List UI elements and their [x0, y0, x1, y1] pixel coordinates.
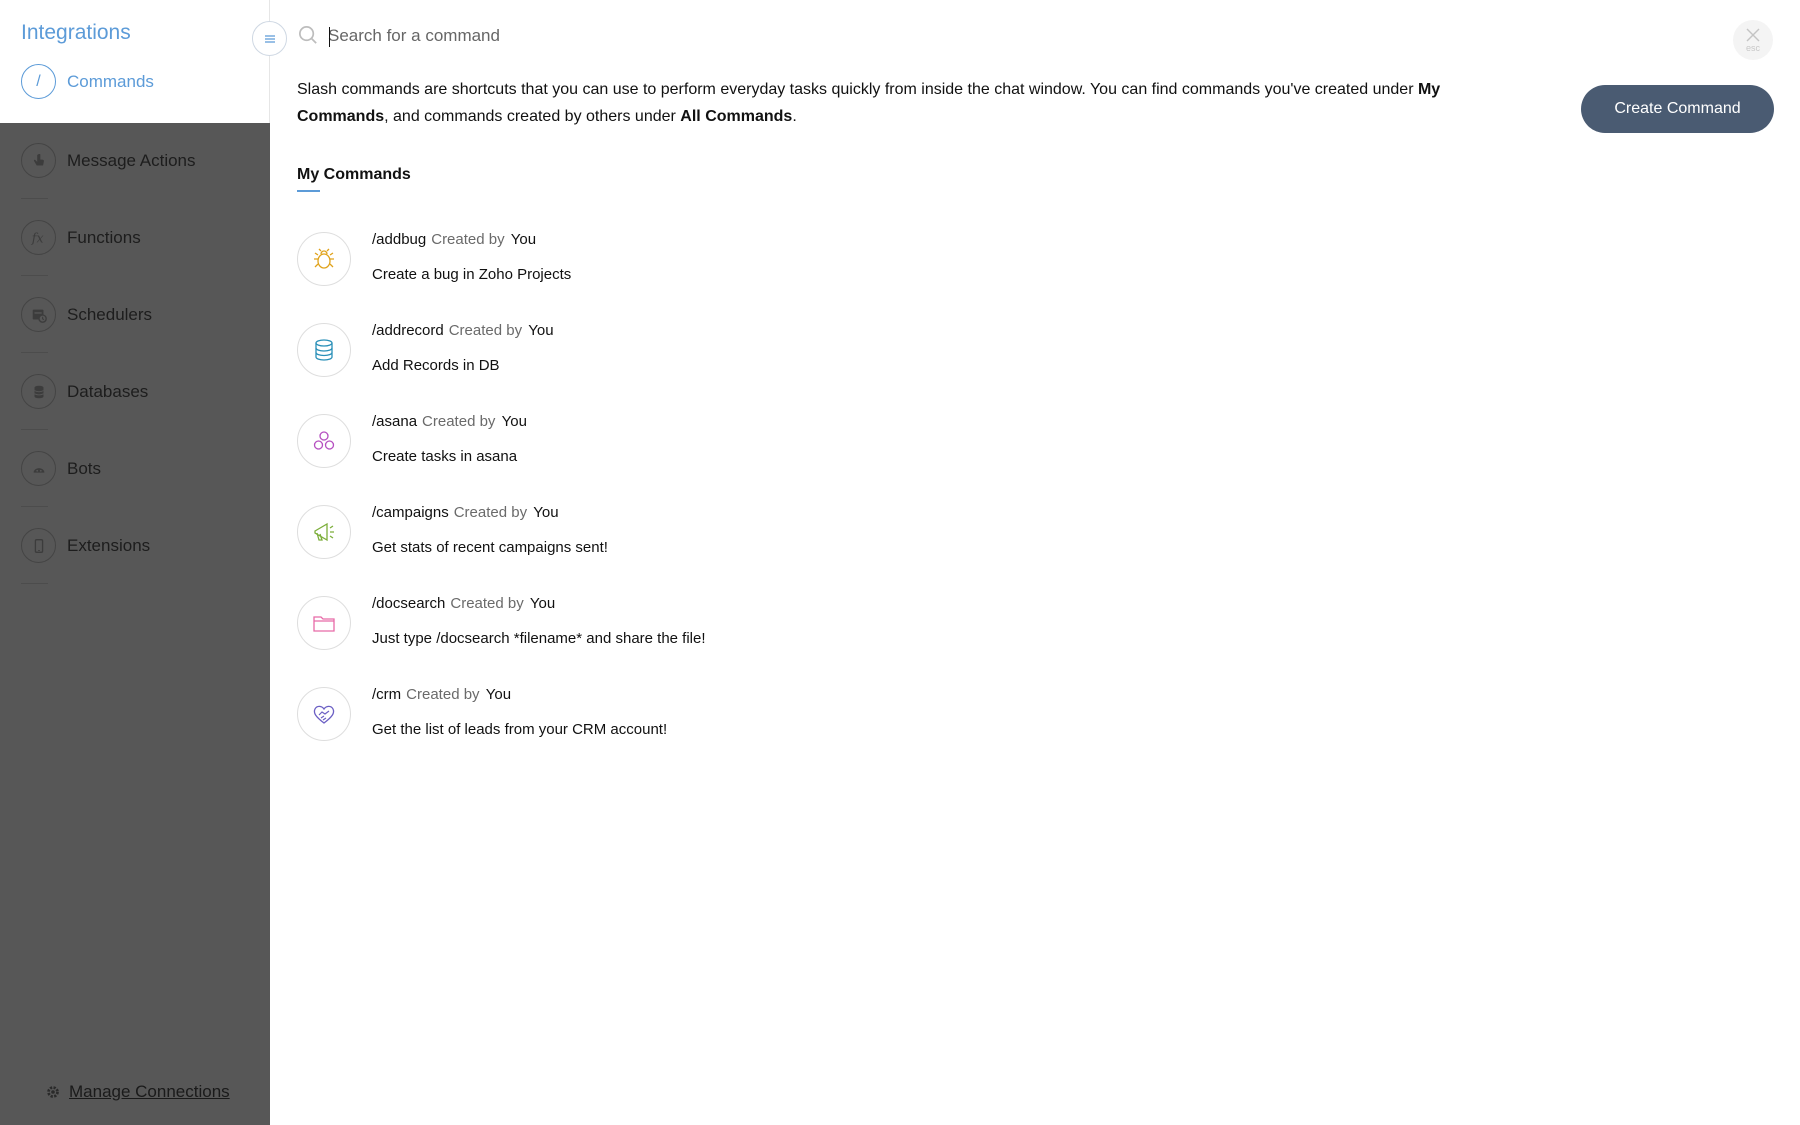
hand-pointer-icon — [21, 143, 56, 178]
command-name: /crm — [372, 686, 402, 703]
handshake-heart-icon — [297, 687, 351, 741]
collapse-sidebar-button[interactable] — [252, 21, 287, 56]
sidebar-item-label: Bots — [67, 458, 102, 478]
command-author: You — [533, 504, 559, 521]
description-bold-my-commands: My Commands — [297, 81, 1441, 125]
command-text — [372, 687, 667, 778]
command-row[interactable] — [297, 687, 706, 778]
database-icon — [297, 323, 351, 377]
command-list — [297, 232, 706, 778]
bug-icon — [297, 232, 351, 286]
command-author: You — [485, 686, 512, 703]
manage-connections-link[interactable] — [44, 1082, 230, 1102]
folder-icon — [297, 596, 351, 650]
created-by-label: Created by — [406, 686, 480, 703]
database-icon — [21, 374, 56, 409]
command-description: Add Records in DB — [372, 357, 500, 374]
created-by-label: Created by — [422, 413, 496, 430]
sidebar-nav — [0, 122, 270, 584]
command-row[interactable] — [297, 505, 706, 596]
description-part: . — [792, 108, 797, 125]
command-header — [372, 414, 527, 434]
slash-icon: / — [21, 64, 56, 99]
description-text — [297, 76, 1447, 130]
description-part: , and commands created by others under — [384, 108, 681, 125]
command-description: Create tasks in asana — [372, 448, 518, 465]
command-author: You — [529, 595, 556, 612]
command-name: /campaigns — [372, 504, 449, 521]
megaphone-icon — [297, 505, 351, 559]
created-by-label: Created by — [431, 231, 505, 248]
sidebar-title: Integrations — [21, 21, 131, 44]
command-row[interactable] — [297, 596, 706, 687]
sidebar-item-extensions[interactable] — [0, 507, 270, 584]
tab-underline — [297, 190, 320, 192]
command-name: /addbug — [372, 231, 427, 248]
gear-icon — [44, 1083, 62, 1101]
command-row[interactable] — [297, 414, 706, 505]
command-text — [372, 505, 608, 596]
sidebar-item-label: Extensions — [67, 535, 151, 555]
sidebar-item-label: Functions — [67, 227, 141, 247]
command-header — [372, 323, 554, 343]
asana-icon — [297, 414, 351, 468]
tab-my-commands[interactable]: My Commands — [297, 166, 411, 183]
created-by-label: Created by — [453, 504, 528, 521]
sidebar — [0, 0, 270, 1125]
command-header — [372, 232, 571, 252]
command-text — [372, 323, 554, 414]
created-by-label: Created by — [450, 595, 524, 612]
sidebar-item-label: Message Actions — [67, 150, 196, 170]
command-text — [372, 596, 706, 687]
command-description: Get the list of leads from your CRM account! — [372, 721, 668, 738]
search-icon — [297, 24, 320, 47]
sidebar-item-schedulers[interactable] — [0, 276, 270, 353]
sidebar-header — [0, 0, 270, 123]
close-icon — [1745, 27, 1761, 43]
description-part: Slash commands are shortcuts that you can use to perform everyday tasks quickly from inside the chat window. You can find commands you've created under — [297, 81, 1418, 98]
sidebar-item-label: Databases — [67, 381, 149, 401]
command-name: /addrecord — [372, 322, 444, 339]
sidebar-item-message-actions[interactable] — [0, 122, 270, 199]
command-author: You — [510, 231, 537, 248]
function-icon — [21, 220, 56, 255]
bot-icon — [21, 451, 56, 486]
command-description: Create a bug in Zoho Projects — [372, 266, 572, 283]
command-header — [372, 596, 706, 616]
search-bar — [297, 24, 1428, 47]
close-button[interactable] — [1733, 20, 1773, 60]
created-by-label: Created by — [448, 322, 523, 339]
calendar-clock-icon — [21, 297, 56, 332]
text-caret — [329, 27, 330, 47]
description-bold-all-commands: All Commands — [680, 108, 793, 125]
command-header — [372, 687, 667, 707]
command-text — [372, 232, 571, 323]
command-description: Just type /docsearch *filename* and share the file! — [372, 630, 706, 647]
menu-icon — [263, 32, 277, 46]
command-row[interactable] — [297, 232, 706, 323]
command-header — [372, 505, 608, 525]
sidebar-item-label: Commands — [67, 71, 154, 91]
command-description: Get stats of recent campaigns sent! — [372, 539, 608, 556]
command-row[interactable] — [297, 323, 706, 414]
sidebar-item-bots[interactable] — [0, 430, 270, 507]
svg-text:fx: fx — [31, 230, 44, 245]
sidebar-item-functions[interactable] — [0, 199, 270, 276]
phone-icon — [21, 528, 56, 563]
sidebar-item-label: Schedulers — [67, 304, 153, 324]
main-panel — [270, 0, 1800, 1125]
search-input[interactable] — [328, 26, 1428, 46]
sidebar-item-databases[interactable] — [0, 353, 270, 430]
create-command-button[interactable]: Create Command — [1581, 85, 1774, 133]
manage-connections-label: Manage Connections — [69, 1082, 230, 1101]
esc-hint: esc — [1745, 43, 1760, 53]
command-author: You — [528, 322, 554, 339]
command-name: /asana — [372, 413, 418, 430]
command-text — [372, 414, 527, 505]
sidebar-item-commands[interactable] — [21, 64, 154, 99]
command-author: You — [501, 413, 527, 430]
command-name: /docsearch — [372, 595, 446, 612]
